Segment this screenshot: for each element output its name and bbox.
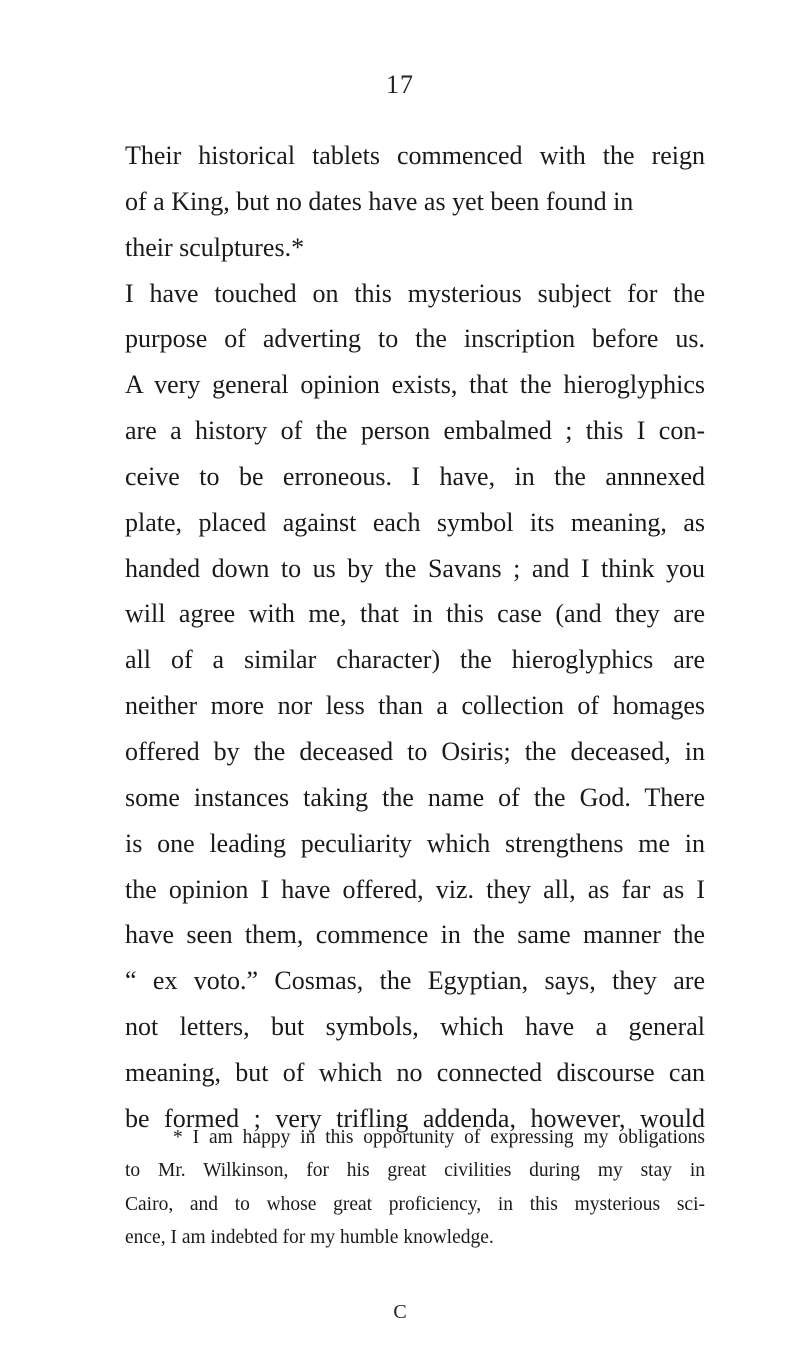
text-line: offered by the deceased to Osiris; the deceased, in	[125, 736, 705, 766]
text-line: not letters, but symbols, which have a general	[125, 1012, 705, 1042]
text-line: plate, placed against each symbol its meaning, as	[125, 507, 705, 537]
text-line: have seen them, commence in the same manner the	[125, 920, 705, 950]
footnote	[125, 1121, 705, 1254]
text-line: I have touched on this mysterious subject for the	[125, 278, 705, 308]
text-line: the opinion I have offered, viz. they all, as far as I	[125, 874, 705, 904]
text-line: ceive to be erroneous. I have, in the annnexed	[125, 461, 705, 491]
footnote-line: * I am happy in this opportunity of expressing my obligations	[173, 1127, 705, 1148]
signature-mark: C	[393, 1301, 407, 1323]
text-line: “ ex voto.” Cosmas, the Egyptian, says, they are	[125, 966, 705, 996]
text-line: purpose of adverting to the inscription before us.	[125, 324, 705, 354]
text-line: handed down to us by the Savans ; and I think you	[125, 553, 705, 583]
text-line: neither more nor less than a collection of homages	[125, 691, 705, 721]
footnote-line: ence, I am indebted for my humble knowledge.	[125, 1226, 494, 1248]
text-line: meaning, but of which no connected discourse can	[125, 1057, 705, 1087]
text-line: are a history of the person embalmed ; this I con-	[125, 416, 705, 446]
text-line: their sculptures.*	[125, 232, 305, 262]
text-line: will agree with me, that in this case (and they are	[125, 599, 705, 629]
text-line: be formed ; very trifling addenda, however, would	[125, 1103, 705, 1133]
text-line: all of a similar character) the hieroglyphics are	[125, 645, 705, 675]
text-line: Their historical tablets commenced with the reign	[125, 141, 705, 170]
text-line: A very general opinion exists, that the hieroglyphics	[125, 370, 705, 400]
text-line: is one leading peculiarity which strengthens me in	[125, 828, 705, 858]
footnote-line: to Mr. Wilkinson, for his great civilities during my stay in	[125, 1160, 705, 1182]
text-line: some instances taking the name of the God. There	[125, 782, 705, 812]
footnote-line: Cairo, and to whose great proficiency, in this mysterious sci-	[125, 1193, 705, 1215]
main-text	[125, 133, 705, 1142]
page-number: 17	[386, 70, 414, 99]
text-line: of a King, but no dates have as yet been found in	[125, 186, 634, 216]
